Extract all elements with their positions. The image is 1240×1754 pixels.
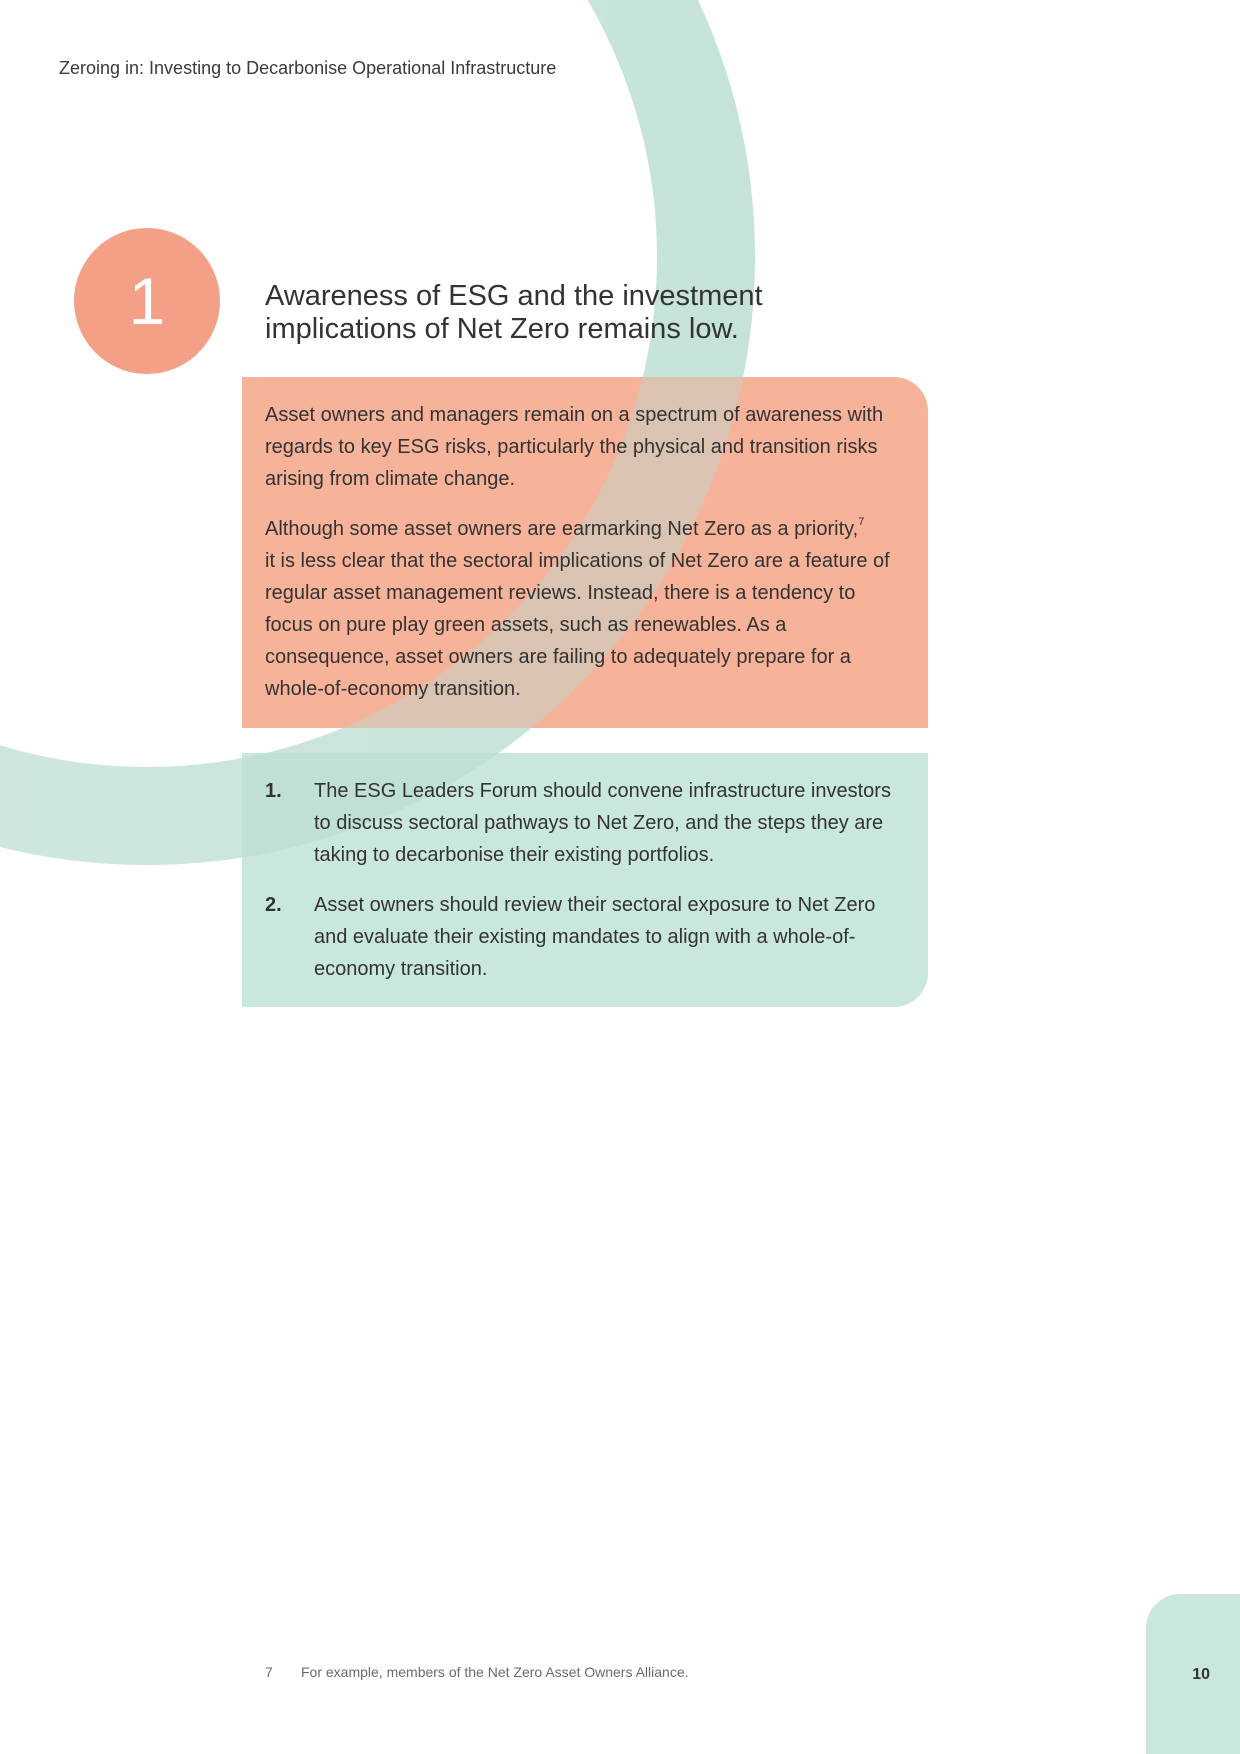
footnote-number: 7 [265, 1664, 273, 1680]
recommendation-item [265, 889, 905, 985]
running-header: Zeroing in: Investing to Decarbonise Operational Infrastructure [59, 58, 557, 78]
page-number: 10 [1192, 1666, 1210, 1683]
recommendation-text: Asset owners should review their sectoral exposure to Net Zero and evaluate their existing mandates to align with a whole-of-economy transition. [314, 894, 876, 980]
footnote-reference[interactable]: 7 [858, 516, 865, 529]
recommendation-text: The ESG Leaders Forum should convene infrastructure investors to discuss sectoral pathways to Net Zero, and the steps they are taking to decarbonise their existing portfolios. [314, 780, 891, 866]
finding-paragraph-1: Asset owners and managers remain on a spectrum of awareness with regards to key ESG risks, particularly the physical and transition risks arising from climate change. [265, 404, 884, 490]
recommendation-number: 1. [265, 780, 282, 802]
recommendation-number: 2. [265, 894, 282, 916]
footnote [265, 1664, 689, 1680]
recommendation-item [265, 775, 905, 871]
section-number-badge: 1 [74, 228, 220, 374]
page-number-tab [1146, 1594, 1240, 1754]
footnote-text: For example, members of the Net Zero Asset Owners Alliance. [301, 1664, 689, 1680]
finding-paragraph-2-rest: it is less clear that the sectoral implications of Net Zero are a feature of regular asset management reviews. Instead, there is a tendency to focus on pure play green assets, such as renewables. As a consequence, asset owners are failing to adequately prepare for a whole-of-economy transition. [265, 550, 890, 700]
finding-paragraph-2 [265, 513, 905, 705]
section-heading: Awareness of ESG and the investment implications of Net Zero remains low. [265, 280, 763, 345]
finding-paragraph-2-lead: Although some asset owners are earmarking Net Zero as a priority, [265, 518, 859, 540]
